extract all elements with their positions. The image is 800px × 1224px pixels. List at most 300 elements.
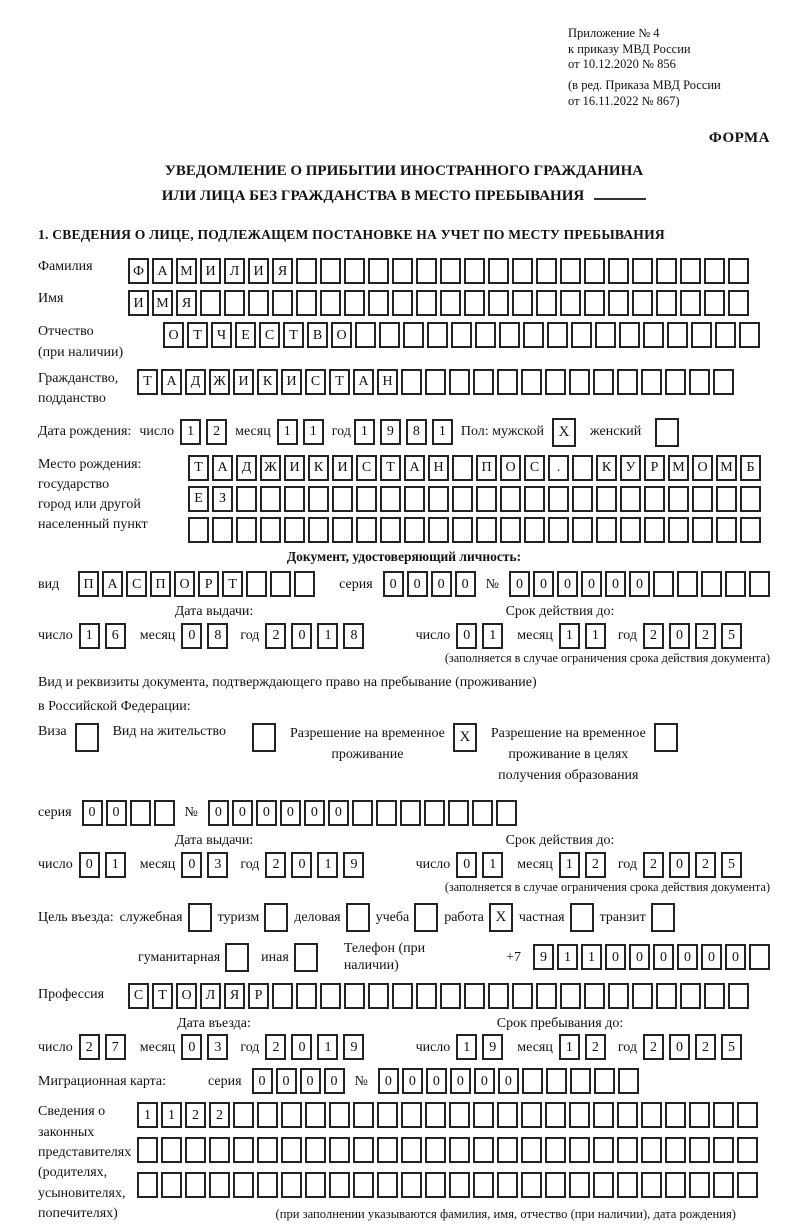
char-box (449, 1102, 470, 1128)
birthdate-label: Дата рождения: (38, 424, 132, 440)
char-box (401, 1172, 422, 1198)
char-box: 2 (643, 623, 664, 649)
char-box: Т (380, 455, 401, 481)
char-box (692, 517, 713, 543)
char-box: 0 (256, 800, 277, 826)
char-box (593, 1172, 614, 1198)
char-box (344, 290, 365, 316)
char-box: 1 (161, 1102, 182, 1128)
char-box (560, 258, 581, 284)
char-box: Т (137, 369, 158, 395)
char-box (161, 1137, 182, 1163)
purpose-option-label: учеба (375, 909, 410, 925)
char-box (596, 486, 617, 512)
char-box (401, 369, 422, 395)
char-box (632, 290, 653, 316)
month-word: месяц (139, 1039, 176, 1055)
char-box: И (200, 258, 221, 284)
char-box: 9 (482, 1034, 503, 1060)
char-box (704, 258, 725, 284)
firstname-row (38, 290, 770, 316)
char-box: 0 (304, 800, 325, 826)
char-box (608, 983, 629, 1009)
char-box (400, 800, 421, 826)
char-box: 2 (185, 1102, 206, 1128)
char-box (677, 571, 698, 597)
char-box (656, 983, 677, 1009)
stay-doc-options (38, 723, 770, 786)
char-box (284, 517, 305, 543)
char-box: 0 (653, 944, 674, 970)
char-box (137, 1172, 158, 1198)
char-box (596, 517, 617, 543)
day-word: число (139, 424, 175, 440)
char-box (404, 517, 425, 543)
surname-label: Фамилия (38, 259, 93, 275)
char-box (632, 983, 653, 1009)
purpose-option-label: частная (518, 909, 565, 925)
identity-series-boxes (383, 571, 476, 597)
char-box: М (716, 455, 737, 481)
char-box: 1 (432, 419, 453, 445)
char-box (644, 517, 665, 543)
char-box (376, 800, 397, 826)
citizenship-boxes (137, 369, 734, 395)
char-box (379, 322, 400, 348)
char-box (473, 1102, 494, 1128)
char-box (284, 486, 305, 512)
char-box (572, 455, 593, 481)
purpose-option (294, 903, 369, 932)
temp-residence-option (290, 723, 477, 765)
identity-issue-day-boxes (79, 623, 126, 649)
stay-until-group (416, 1034, 742, 1060)
entry-date-label: Дата въезда: (177, 1015, 251, 1031)
char-box (643, 322, 664, 348)
patronymic-label (38, 322, 163, 363)
char-box (617, 1137, 638, 1163)
char-box (692, 486, 713, 512)
purpose-option-checkbox (570, 903, 594, 932)
purpose-option-checkbox (346, 903, 370, 932)
char-box (667, 322, 688, 348)
form-title-line1: УВЕДОМЛЕНИЕ О ПРИБЫТИИ ИНОСТРАННОГО ГРАЖДАНИНА (164, 162, 644, 179)
representatives-label-line: законных (38, 1124, 95, 1140)
char-box (246, 571, 267, 597)
char-box (475, 322, 496, 348)
char-box (536, 983, 557, 1009)
stay-doc-series-label: серия (38, 805, 72, 821)
char-box: С (356, 455, 377, 481)
char-box (352, 800, 373, 826)
char-box: 2 (265, 852, 286, 878)
char-box (569, 1137, 590, 1163)
char-box: 3 (207, 852, 228, 878)
char-box (524, 486, 545, 512)
form-title-line2-text: ИЛИ ЛИЦА БЕЗ ГРАЖДАНСТВА В МЕСТО ПРЕБЫВАНИЯ (161, 187, 585, 204)
char-box (740, 486, 761, 512)
citizenship-label-line1: Гражданство, (38, 370, 119, 386)
identity-valid-month-boxes (559, 623, 606, 649)
char-box (401, 1102, 422, 1128)
char-box: Я (272, 258, 293, 284)
char-box: К (596, 455, 617, 481)
identity-series-label: серия (339, 576, 373, 592)
char-box (236, 517, 257, 543)
char-box (380, 517, 401, 543)
temp-residence-label-line1: Разрешение на временное (289, 726, 445, 742)
char-box (740, 517, 761, 543)
char-box: 1 (354, 419, 375, 445)
char-box: В (307, 322, 328, 348)
surname-row (38, 258, 770, 284)
char-box (617, 369, 638, 395)
purpose-option-checkbox (651, 903, 675, 932)
char-box (619, 322, 640, 348)
char-box (476, 486, 497, 512)
char-box (545, 1102, 566, 1128)
char-box: М (176, 258, 197, 284)
char-box: 0 (383, 571, 404, 597)
form-label: ФОРМА (708, 130, 770, 147)
char-box: 0 (291, 1034, 312, 1060)
profession-row (38, 983, 770, 1009)
char-box (472, 800, 493, 826)
stay-year-boxes (643, 1034, 742, 1060)
char-box: 0 (324, 1068, 345, 1094)
char-box (449, 369, 470, 395)
char-box (680, 290, 701, 316)
char-box: 0 (669, 623, 690, 649)
identity-valid-label: Срок действия до: (505, 604, 615, 620)
stay-doc-date-headers (38, 832, 770, 850)
purpose-option-checkbox (414, 903, 438, 932)
birthplace-label (38, 455, 188, 536)
char-box: 0 (426, 1068, 447, 1094)
char-box (715, 322, 736, 348)
char-box: И (332, 455, 353, 481)
char-box (572, 486, 593, 512)
edu-residence-checkbox (654, 723, 678, 752)
char-box (473, 1172, 494, 1198)
char-box (353, 1102, 374, 1128)
char-box (368, 258, 389, 284)
char-box (739, 322, 760, 348)
birth-month-boxes (277, 419, 324, 445)
char-box: 2 (79, 1034, 100, 1060)
visa-checkbox (75, 723, 99, 752)
char-box (233, 1137, 254, 1163)
char-box: 0 (232, 800, 253, 826)
char-box: П (78, 571, 99, 597)
char-box (569, 1102, 590, 1128)
char-box: Р (248, 983, 269, 1009)
char-box (428, 517, 449, 543)
char-box (320, 290, 341, 316)
char-box (713, 1102, 734, 1128)
char-box (680, 258, 701, 284)
char-box (497, 1172, 518, 1198)
char-box: О (174, 571, 195, 597)
visa-option (38, 723, 99, 752)
char-box (728, 983, 749, 1009)
char-box (428, 486, 449, 512)
char-box: Т (188, 455, 209, 481)
char-box (424, 800, 445, 826)
identity-issue-year-boxes (265, 623, 364, 649)
identity-issue-label: Дата выдачи: (174, 604, 254, 620)
char-box: 0 (581, 571, 602, 597)
entry-dates-row (38, 1034, 770, 1060)
stay-doc-valid-group (416, 852, 742, 878)
stay-doc-issue-day-boxes (79, 852, 126, 878)
temp-residence-label (290, 723, 445, 765)
sex-label (461, 423, 544, 441)
purpose-option-label: деловая (294, 909, 341, 925)
identity-valid-year-boxes (643, 623, 742, 649)
char-box (644, 486, 665, 512)
char-box (668, 486, 689, 512)
char-box: 0 (701, 944, 722, 970)
char-box (656, 290, 677, 316)
month-word: месяц (235, 424, 271, 440)
migration-series-label: серия (208, 1073, 242, 1089)
char-box (236, 486, 257, 512)
birth-year-group (332, 419, 453, 445)
char-box (689, 1102, 710, 1128)
month-word: месяц (139, 628, 176, 644)
char-box: 5 (721, 852, 742, 878)
char-box (200, 290, 221, 316)
char-box (329, 1137, 350, 1163)
char-box: 1 (559, 1034, 580, 1060)
char-box (617, 1172, 638, 1198)
char-box (595, 322, 616, 348)
char-box: 8 (343, 623, 364, 649)
firstname-boxes (128, 290, 749, 316)
char-box: 1 (317, 1034, 338, 1060)
sex-word: Пол: (460, 424, 489, 440)
char-box (593, 369, 614, 395)
char-box (380, 486, 401, 512)
char-box (617, 1102, 638, 1128)
char-box (691, 322, 712, 348)
residence-permit-label: Вид на жительство (112, 724, 226, 740)
char-box (137, 1137, 158, 1163)
char-box (749, 571, 770, 597)
char-box (594, 1068, 615, 1094)
birth-day-group (139, 419, 227, 445)
char-box: 2 (643, 1034, 664, 1060)
char-box (749, 944, 770, 970)
char-box: 0 (474, 1068, 495, 1094)
birthplace-row1-boxes (188, 455, 761, 481)
char-box: Б (740, 455, 761, 481)
char-box (305, 1137, 326, 1163)
char-box: 6 (105, 623, 126, 649)
purpose-option (519, 903, 594, 932)
char-box: С (524, 455, 545, 481)
char-box (368, 290, 389, 316)
char-box: 0 (455, 571, 476, 597)
char-box: О (500, 455, 521, 481)
identity-number-boxes (509, 571, 770, 597)
char-box (281, 1102, 302, 1128)
char-box (356, 517, 377, 543)
char-box (608, 290, 629, 316)
char-box (377, 1137, 398, 1163)
identity-issue-month-boxes (181, 623, 228, 649)
char-box: 0 (181, 623, 202, 649)
char-box (464, 290, 485, 316)
day-word: число (38, 1039, 73, 1055)
char-box (425, 1102, 446, 1128)
purpose-option (218, 903, 289, 932)
residence-permit-option (113, 723, 276, 752)
birthplace-label-line1: Место рождения: (38, 456, 142, 472)
char-box (680, 983, 701, 1009)
char-box (641, 1172, 662, 1198)
char-box (716, 517, 737, 543)
char-box: 0 (725, 944, 746, 970)
appendix-line: Приложение № 4 (568, 26, 660, 40)
representatives-label-line: попечителях) (38, 1205, 118, 1221)
char-box (593, 1137, 614, 1163)
char-box: 2 (265, 623, 286, 649)
char-box: 0 (456, 852, 477, 878)
char-box (308, 486, 329, 512)
char-box: 1 (456, 1034, 477, 1060)
char-box (257, 1102, 278, 1128)
female-label: женский (590, 424, 642, 440)
char-box (305, 1102, 326, 1128)
purpose-option (261, 943, 318, 972)
char-box (737, 1137, 758, 1163)
appendix-reference (568, 26, 770, 109)
char-box: 0 (407, 571, 428, 597)
char-box (320, 983, 341, 1009)
char-box (569, 1172, 590, 1198)
char-box: И (248, 258, 269, 284)
char-box: 3 (207, 1034, 228, 1060)
char-box (392, 983, 413, 1009)
identity-valid-day-boxes (456, 623, 503, 649)
identity-kind-boxes (78, 571, 315, 597)
char-box: 2 (265, 1034, 286, 1060)
citizenship-label (38, 369, 137, 410)
stay-doc-line1: Вид и реквизиты документа, подтверждающего право на пребывание (проживание) (38, 675, 537, 691)
char-box (547, 322, 568, 348)
char-box: 2 (695, 852, 716, 878)
year-word: год (617, 856, 637, 872)
char-box (233, 1102, 254, 1128)
char-box: М (668, 455, 689, 481)
char-box (451, 322, 472, 348)
birthdate-row (38, 418, 770, 447)
char-box (521, 369, 542, 395)
char-box: Н (377, 369, 398, 395)
purpose-option (376, 903, 439, 932)
identity-doc-heading: Документ, удостоверяющий личность: (286, 548, 522, 564)
char-box: 2 (209, 1102, 230, 1128)
birthplace-row2-boxes (188, 486, 761, 512)
char-box (416, 258, 437, 284)
char-box (571, 322, 592, 348)
appendix-line: к приказу МВД России (568, 41, 691, 56)
char-box (344, 983, 365, 1009)
char-box (522, 1068, 543, 1094)
char-box: 2 (585, 852, 606, 878)
char-box (499, 322, 520, 348)
birthplace-row3-boxes (188, 517, 761, 543)
representatives-label-line: (родителях, (38, 1165, 108, 1181)
representatives-label-line: Сведения о (38, 1104, 106, 1120)
char-box: 8 (406, 419, 427, 445)
char-box (425, 369, 446, 395)
char-box: 1 (137, 1102, 158, 1128)
char-box (545, 1172, 566, 1198)
char-box (546, 1068, 567, 1094)
char-box: 1 (559, 623, 580, 649)
month-word: месяц (517, 1039, 553, 1055)
char-box: 0 (82, 800, 103, 826)
char-box: О (331, 322, 352, 348)
year-word: год (240, 856, 260, 872)
month-word: месяц (517, 856, 553, 872)
char-box: 0 (181, 1034, 202, 1060)
entry-day-boxes (79, 1034, 126, 1060)
char-box: 0 (276, 1068, 297, 1094)
char-box (257, 1172, 278, 1198)
char-box: 2 (585, 1034, 606, 1060)
char-box (653, 571, 674, 597)
char-box (161, 1172, 182, 1198)
male-label: мужской (492, 424, 545, 440)
birthplace-box-rows (188, 455, 761, 543)
section1-heading: 1. СВЕДЕНИЯ О ЛИЦЕ, ПОДЛЕЖАЩЕМ ПОСТАНОВКЕ НА УЧЕТ ПО МЕСТУ ПРЕБЫВАНИЯ (38, 227, 665, 243)
char-box (440, 983, 461, 1009)
char-box (512, 290, 533, 316)
stay-doc-number-label: № (184, 805, 198, 821)
char-box: 1 (317, 623, 338, 649)
char-box: Р (644, 455, 665, 481)
char-box (452, 517, 473, 543)
char-box (569, 369, 590, 395)
representatives-row2-boxes (137, 1137, 758, 1163)
migration-card-label: Миграционная карта: (38, 1073, 167, 1089)
char-box (476, 517, 497, 543)
char-box: 0 (629, 571, 650, 597)
char-box (737, 1172, 758, 1198)
surname-boxes (128, 258, 749, 284)
char-box: О (176, 983, 197, 1009)
year-word: год (617, 1039, 637, 1055)
char-box (473, 369, 494, 395)
char-box (449, 1137, 470, 1163)
month-word: месяц (139, 856, 176, 872)
stay-doc-valid-month-boxes (559, 852, 606, 878)
temp-residence-label-line2: проживание (331, 747, 404, 763)
char-box: П (150, 571, 171, 597)
birthplace-label-line2: государство (38, 476, 110, 492)
char-box: 0 (629, 944, 650, 970)
purpose-option (120, 903, 212, 932)
migration-number-label: № (354, 1073, 368, 1089)
year-word: год (240, 628, 260, 644)
char-box: 0 (378, 1068, 399, 1094)
char-box (320, 258, 341, 284)
representatives-note: (при заполнении указываются фамилия, имя, отчество (при наличии), дата рождения) (275, 1207, 736, 1222)
